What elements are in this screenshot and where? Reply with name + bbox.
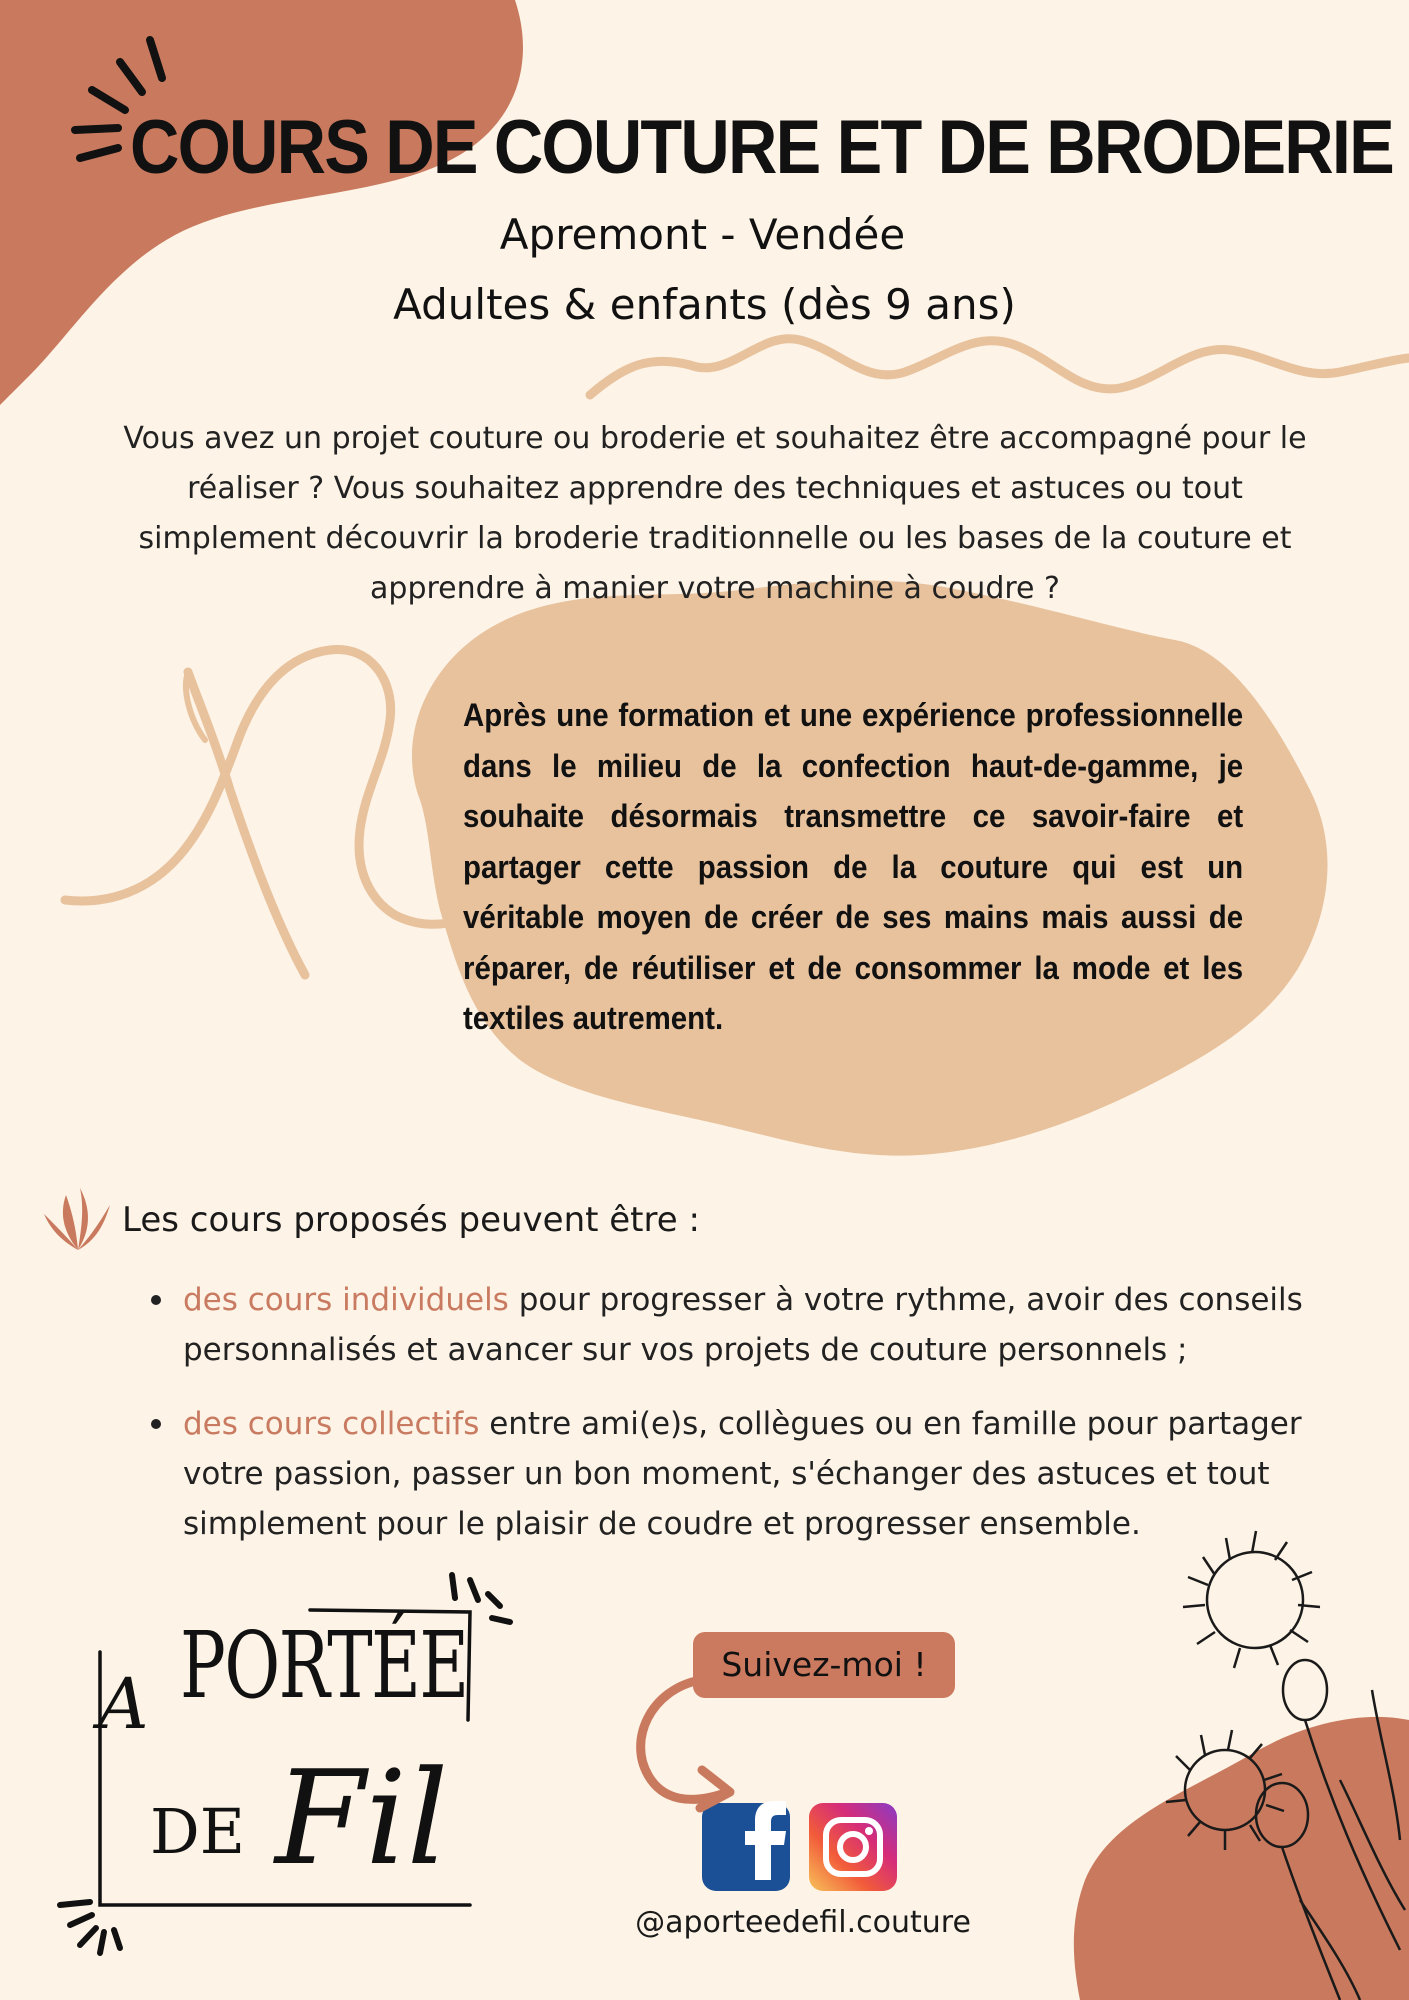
bio-paragraph: Après une formation et une expérience professionnelle dans le milieu de la confection haut-de-gamme, je souhaite désormais transmettre ce savoir-faire et partager cette passion de la couture qui est un véritable moyen de créer de ses mains mais aussi de réparer, de réutiliser et de consommer la mode et les textiles autrement. — [463, 697, 1244, 1036]
social-handle[interactable]: @aporteedefil.couture — [635, 1905, 971, 1940]
course-description: pour progresser à votre rythme, avoir des conseils personnalisés et avancer sur vos projets de couture personnels ; — [183, 1282, 1303, 1368]
logo-letter-a: A — [98, 1663, 149, 1745]
needle-illustration — [65, 650, 460, 975]
courses-list — [145, 1275, 1345, 1573]
top-left-blob — [0, 0, 523, 405]
course-description: entre ami(e)s, collègues ou en famille pour partager votre passion, passer un bon moment, s'échanger des astuces et tout simplement pour le plaisir de coudre et progresser ensemble. — [183, 1406, 1302, 1542]
bullet-icon — [151, 1295, 161, 1305]
course-item-collective — [145, 1399, 1345, 1549]
curved-arrow — [641, 1680, 730, 1808]
course-item-individual — [145, 1275, 1345, 1375]
bullet-icon — [151, 1419, 161, 1429]
wavy-line — [590, 339, 1409, 395]
location-subtitle: Apremont - Vendée — [499, 210, 906, 259]
course-highlight: des cours collectifs — [183, 1406, 480, 1442]
logo-word-fil: Fil — [275, 1742, 449, 1894]
logo-word-portee: PORTÉE — [180, 1612, 468, 1719]
logo-word-de: DE — [150, 1795, 245, 1868]
follow-me-badge: Suivez-moi ! — [693, 1632, 955, 1698]
leaf-bullet-icon — [44, 1188, 110, 1250]
instagram-glyph-dot — [865, 1827, 873, 1835]
facebook-glyph — [745, 1801, 786, 1880]
audience-subtitle: Adultes & enfants (dès 9 ans) — [393, 280, 1016, 329]
courses-heading: Les cours proposés peuvent être : — [122, 1200, 700, 1240]
page-title: COURS DE COUTURE ET DE BRODERIE — [130, 105, 1393, 190]
course-highlight: des cours individuels — [183, 1282, 509, 1318]
instagram-glyph — [826, 1820, 880, 1874]
intro-paragraph: Vous avez un projet couture ou broderie et souhaitez être accompagné pour le réaliser ? Vous souhaitez apprendre des techniques et astuces ou tout simplement découvrir la broderie traditionnelle ou les bases de la couture et apprendre à manier votre machine à coudre ? — [123, 421, 1307, 606]
bottom-right-blob — [1074, 1717, 1409, 2000]
